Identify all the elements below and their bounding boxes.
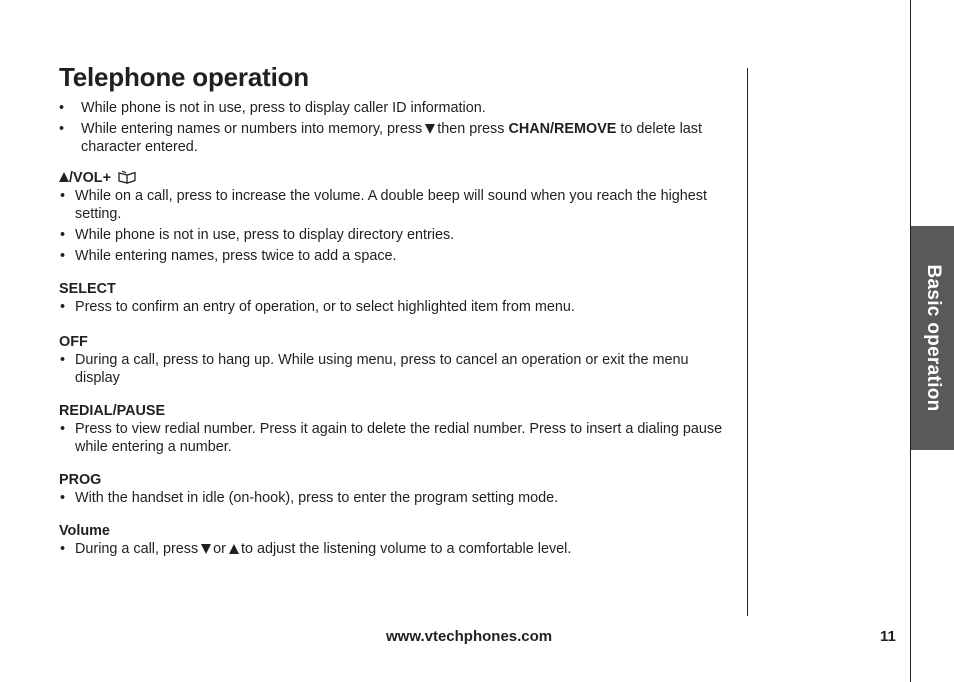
section-heading-redial: REDIAL/PAUSE	[59, 403, 166, 419]
list-item: • While phone is not in use, press to display directory entries.	[59, 226, 731, 244]
directory-book-icon	[118, 170, 137, 184]
footer-url: www.vtechphones.com	[386, 628, 553, 645]
list-item: • While phone is not in use, press to display caller ID information.	[59, 99, 731, 117]
vol-list	[59, 187, 731, 265]
list-item: • Press to confirm an entry of operation, or to select highlighted item from menu.	[59, 298, 731, 316]
column-divider	[747, 68, 748, 616]
section-heading-prog: PROG	[59, 472, 102, 488]
list-item: • Press to view redial number. Press it again to delete the redial number. Press to insert a dialing pause while entering a number.	[59, 420, 731, 456]
up-arrow-icon	[229, 544, 239, 554]
redial-list	[59, 420, 731, 456]
content-column	[59, 99, 731, 561]
page-number: 11	[880, 628, 896, 645]
down-arrow-icon	[201, 544, 211, 554]
up-arrow-icon	[59, 172, 69, 182]
list-item: • While entering names, press twice to add a space.	[59, 247, 731, 265]
list-item: • With the handset in idle (on-hook), press to enter the program setting mode.	[59, 489, 731, 507]
volume-list	[59, 540, 731, 558]
list-item: • While entering names or numbers into memory, press then press CHAN/REMOVE to delete last character entered.	[59, 120, 731, 156]
prog-list	[59, 489, 731, 507]
side-tab-label: Basic operation	[922, 264, 944, 412]
intro-list	[59, 99, 731, 156]
page-title: Telephone operation	[59, 62, 309, 92]
section-heading-vol: /VOL+	[59, 169, 731, 187]
section-side-tab	[911, 226, 954, 450]
section-heading-off: OFF	[59, 334, 88, 350]
list-item: • While on a call, press to increase the volume. A double beep will sound when you reach the highest setting.	[59, 187, 731, 223]
down-arrow-icon	[425, 124, 435, 134]
select-list	[59, 298, 731, 316]
off-list	[59, 351, 731, 387]
list-item: • During a call, press to hang up. While using menu, press to cancel an operation or exit the menu display	[59, 351, 731, 387]
section-heading-volume: Volume	[59, 523, 110, 539]
list-item: • During a call, press or to adjust the listening volume to a comfortable level.	[59, 540, 731, 558]
section-heading-select: SELECT	[59, 281, 116, 297]
key-name: CHAN/REMOVE	[508, 121, 617, 137]
